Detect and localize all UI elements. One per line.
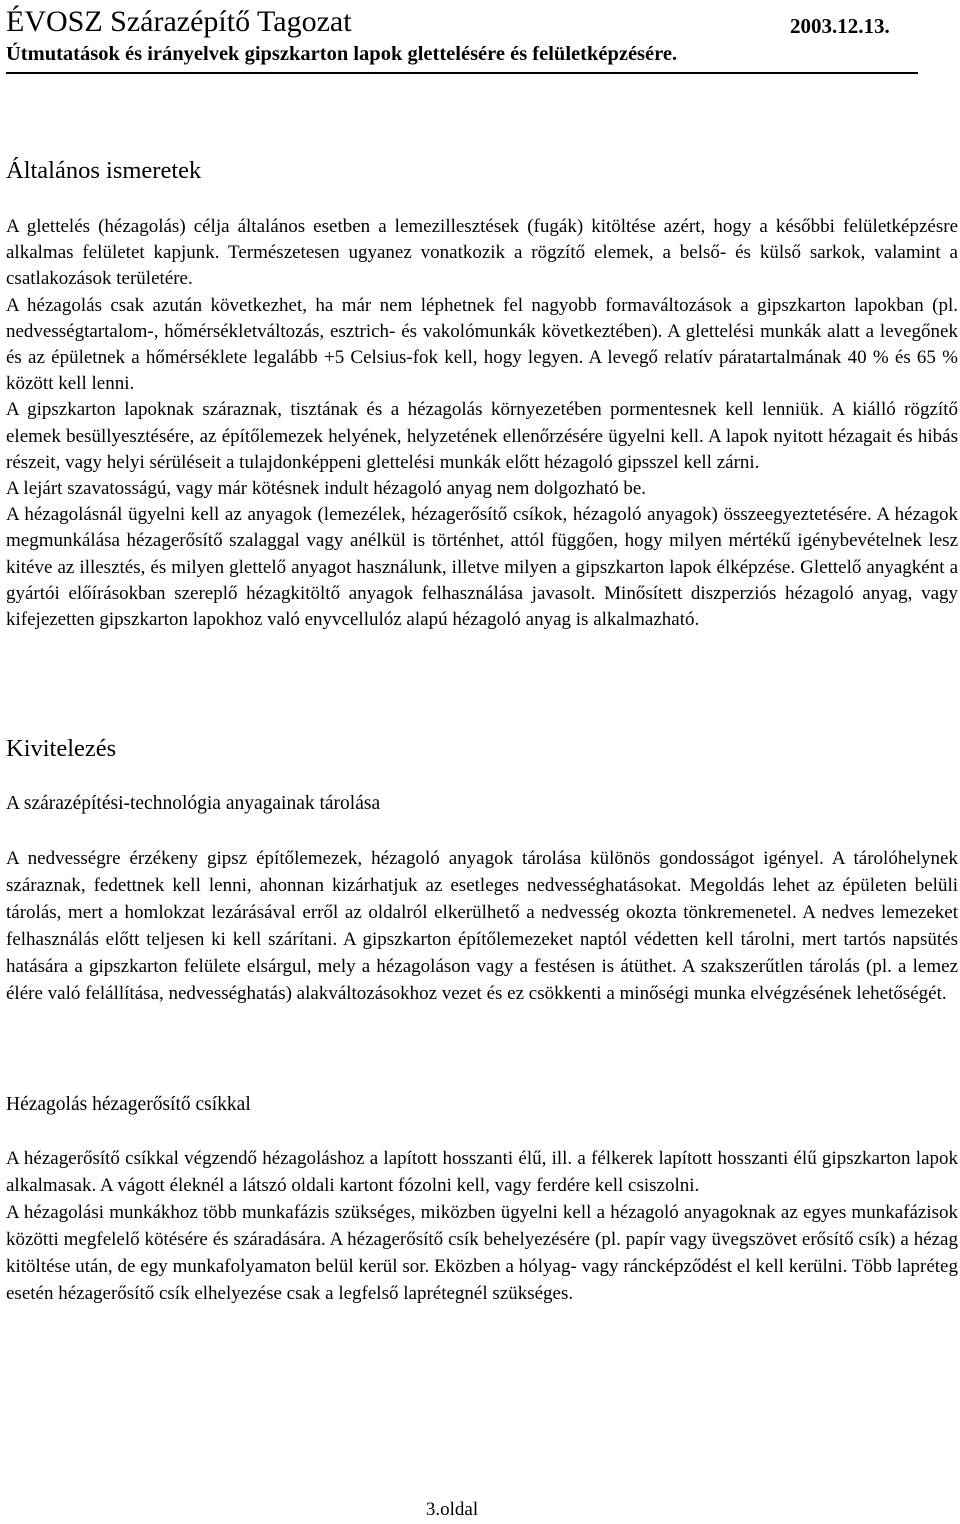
header-rule: [6, 72, 918, 74]
document-date: 2003.12.13.: [790, 14, 890, 38]
section-heading-general: Általános ismeretek: [6, 157, 202, 184]
paragraph: A lejárt szavatosságú, vagy már kötésnek indult hézagoló anyag nem dolgozható be.: [6, 478, 647, 500]
organization-name: ÉVOSZ Szárazépítő Tagozat: [6, 5, 352, 38]
storage-body: [6, 845, 958, 1007]
paragraph: A gipszkarton lapoknak száraznak, tisztának és a hézagolás környezetében pormentesnek kell lenniük. A kiálló rögzítő elemek besüllyesztésére, az építőlemezek helyének, helyzetének ellenőrzésére ügyelni kell. A lapok nyitott hézagait és hibás részeit, vagy helyi sérüléseit a tulajdonképpeni glettelési munkák előtt hézagoló gipsszel kell zárni.: [6, 399, 958, 473]
joint-tape-body: [6, 1145, 958, 1307]
paragraph: A hézagolásnál ügyelni kell az anyagok (lemezélek, hézagerősítő csíkok, hézagoló anyagok) összeegyeztetésére. A hézagok megmunkálása hézagerősítő szalaggal vagy anélkül is történhet, attól függően, hogy milyen mértékű igénybevételnek lesz kitéve az illesztés, és milyen glettelő anyagot használunk, illetve milyen a gipszkarton lapok élképzése. Glettelő anyagként a gyártói előírásokban szereplő hézagkitöltő anyagok felhasználása javasolt. Minősített diszperziós hézagoló anyag, vagy kifejezetten gipszkarton lapokhoz való enyvcellulóz alapú hézagoló anyag is alkalmazható.: [6, 504, 958, 631]
subheading-joint-tape: Hézagolás hézagerősítő csíkkal: [6, 1094, 251, 1115]
paragraph: A hézagolási munkákhoz több munkafázis szükséges, miközben ügyelni kell a hézagoló anyagoknak az egyes munkafázisok közötti megfelelő kötésére és száradására. A hézagerősítő csík behelyezésére (pl. papír vagy üvegszövet erősítő csík) a hézag kitöltése után, de egy munkafolyamaton belül kerül sor. Eközben a hólyag- vagy ráncképződést el kell kerülni. Több lapréteg esetén hézagerősítő csík elhelyezése csak a legfelső laprétegnél szükséges.: [6, 1202, 958, 1304]
paragraph: A nedvességre érzékeny gipsz építőlemezek, hézagoló anyagok tárolása különös gondosságot igényel. A tárolóhelynek száraznak, fedettnek kell lenni, ahonnan kizárhatjuk az esetleges nedvességhatásokat. Megoldás lehet az épületen belüli tárolás, mert a homlokzat lezárásával erről az oldalról elkerülhető a nedvesség okozta tönkremenetel. A nedves lemezeket felhasználás előtt teljesen ki kell szárítani. A gipszkarton építőlemezeket naptól védetten kell tárolni, mert tartós napsütés hatására a gipszkarton felülete elsárgul, mely a hézagoláson vagy a festésen is átüthet. A szakszerűtlen tárolás (pl. a lemez élére való felállítása, nedvességhatás) alakváltozásokhoz vezet és ez csökkenti a minőségi munka elvégzésének lehetőségét.: [6, 848, 958, 1004]
subheading-storage: A szárazépítési-technológia anyagainak tárolása: [6, 793, 381, 814]
paragraph: A hézagolás csak azután következhet, ha már nem léphetnek fel nagyobb formaváltozások a gipszkarton lapokban (pl. nedvességtartalom-, hőmérsékletváltozás, esztrich- és vakolómunkák következtében). A glettelési munkák alatt a levegőnek és az épületnek a hőmérséklete legalább +5 Celsius-fok kell, hogy legyen. A levegő relatív páratartalmának 40 % és 65 % között kell lenni.: [6, 294, 958, 395]
section-heading-execution: Kivitelezés: [6, 735, 117, 762]
paragraph: A hézagerősítő csíkkal végzendő hézagoláshoz a lapított hosszanti élű, ill. a félkerek lapított hosszanti élű gipszkarton lapok alkalmasak. A vágott éleknél a látszó oldali kartont fózolni kell, vagy ferdére kell csiszolni.: [6, 1148, 958, 1196]
document-header: [6, 4, 906, 40]
document-subtitle: Útmutatások és irányelvek gipszkarton lapok glettelésére és felületképzésére.: [6, 43, 678, 65]
section-general-body: [6, 214, 958, 633]
paragraph: A glettelés (hézagolás) célja általános esetben a lemezillesztések (fugák) kitöltése azért, hogy a későbbi felületképzésre alkalmas felületet kapjunk. Természetesen ugyanez vonatkozik a rögzítő elemek, a belső- és külső sarkok, valamint a csatlakozások területére.: [6, 216, 958, 290]
page-number: 3.oldal: [425, 1499, 479, 1520]
